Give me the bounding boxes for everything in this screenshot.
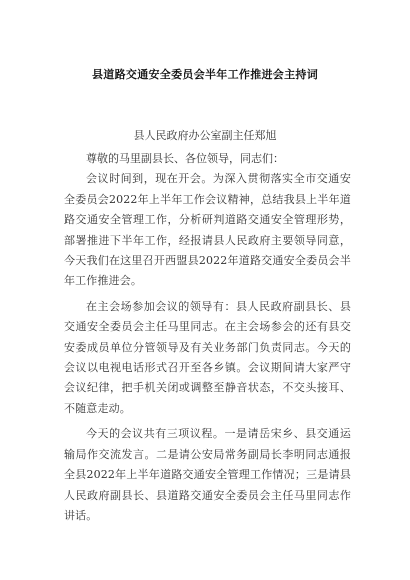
salutation: 尊敬的马里副县长、各位领导，同志们： — [86, 152, 284, 165]
document-title: 县道路交通安全委员会半年工作推进会主持词 — [92, 68, 318, 81]
paragraph-2: 在主会场参加会议的领导有：县人民政府副县长、县交通安全委员会主任马里同志。在主会场参会的还有县交安委成员单位分管领导及有关业务部门负责同志。今天的会议以电视电话形式召开至各乡镇。会议期间请大家严守会议纪律，把手机关闭或调整至静音状态，不交头接耳、不随意走动。 — [64, 299, 351, 415]
document-author: 县人民政府办公室副主任郑旭 — [133, 129, 277, 142]
paragraph-3: 今天的会议共有三项议程。一是请岳宋乡、县交通运输局作交流发言。二是请公安局常务副局长李明同志通报全县2022年上半年道路交通安全管理工作情况；三是请县人民政府副县长、县道路交通安全委员会主任马里同志作讲话。 — [64, 427, 351, 522]
paragraph-1: 会议时间到，现在开会。为深入贯彻落实全市交通安全委员会2022年上半年工作会议精神，总结我县上半年道路交通安全管理工作，分析研判道路交通安全管理形势，部署推进下半年工作，经报请县人民政府主要领导同意，今天我们在这里召开西盟县2022年道路交通安全委员会半年工作推进会。 — [64, 172, 351, 288]
document-body — [64, 149, 351, 531]
